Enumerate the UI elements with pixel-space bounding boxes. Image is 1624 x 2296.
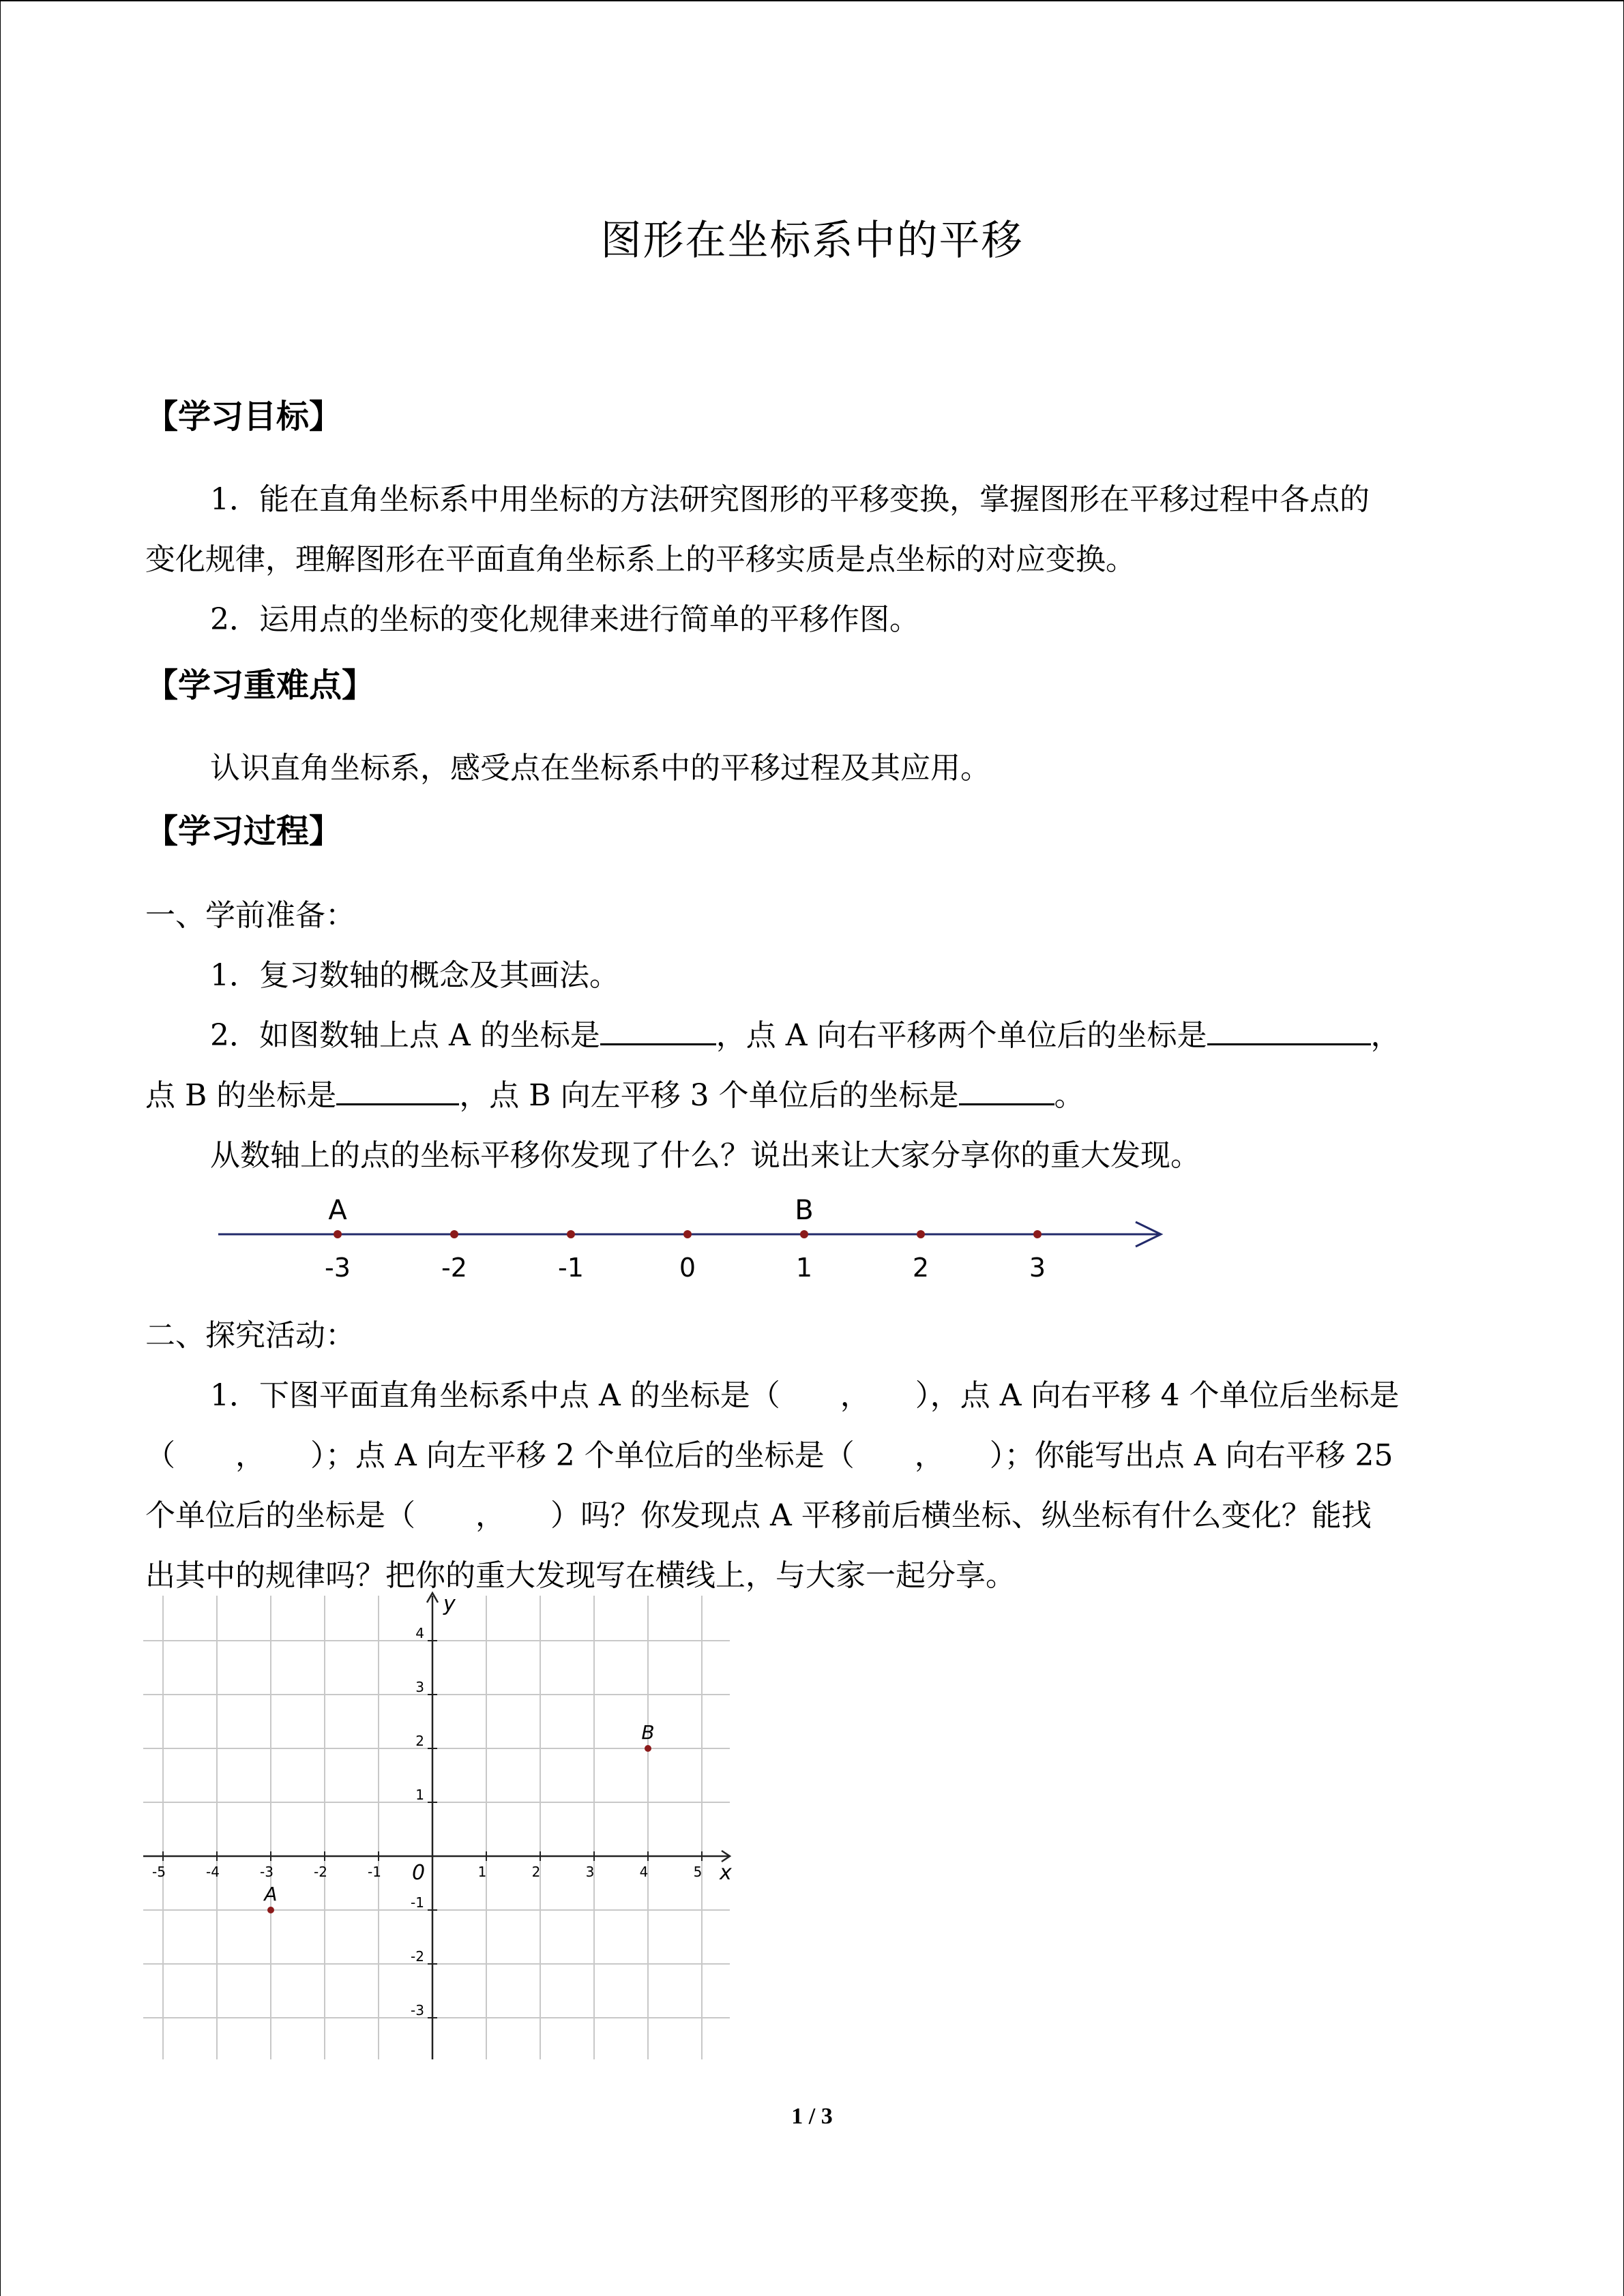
- x-tick-label: 1: [477, 1864, 487, 1880]
- point-b: [645, 1745, 651, 1752]
- number-line-point: [334, 1230, 342, 1238]
- x-tick-label: 3: [585, 1864, 595, 1880]
- prep-discover: 从数轴上的点的坐标平移你发现了什么？说出来让大家分享你的重大发现。: [210, 1138, 1200, 1173]
- number-line-tick-label: 1: [795, 1253, 813, 1283]
- number-line-tick-label: -1: [558, 1253, 584, 1283]
- goal-item-1-line-1: 1．能在直角坐标系中用坐标的方法研究图形的平移变换，掌握图形在平移过程中各点的: [210, 482, 1370, 517]
- y-tick-label: 3: [415, 1679, 424, 1695]
- number-line-label-b: B: [795, 1195, 814, 1226]
- point-a: [267, 1907, 274, 1913]
- number-line-tick-label: 2: [912, 1253, 930, 1283]
- x-tick-label: 4: [639, 1864, 649, 1880]
- y-tick-label: 1: [415, 1787, 424, 1803]
- number-line-point: [683, 1230, 692, 1238]
- x-tick-label: 5: [693, 1864, 703, 1880]
- number-line-figure: [205, 1180, 1173, 1296]
- page-number: 1 / 3: [791, 2104, 833, 2129]
- goal-item-2: 2．运用点的坐标的变化规律来进行简单的平移作图。: [210, 602, 919, 637]
- x-tick-label: -5: [152, 1864, 166, 1880]
- point-b-label: B: [641, 1721, 655, 1744]
- prep-item-2-line-2: 点 B 的坐标是 ，点 B 向左平移 3 个单位后的坐标是 。: [145, 1071, 1084, 1114]
- number-line-point: [917, 1230, 925, 1238]
- prep-heading: 一、学前准备：: [145, 898, 355, 933]
- page-title: 图形在坐标系中的平移: [600, 217, 1024, 265]
- explore-heading: 二、探究活动：: [145, 1318, 355, 1353]
- answer-blank[interactable]: [1207, 1016, 1371, 1045]
- section-heading-goals: 【学习目标】: [145, 398, 342, 436]
- number-line-tick-label: -3: [325, 1253, 351, 1283]
- answer-blank[interactable]: [336, 1076, 459, 1105]
- y-tick-label: -3: [411, 2002, 424, 2018]
- section-heading-key: 【学习重难点】: [145, 666, 375, 704]
- explore-line-2: （ ， ）；点 A 向左平移 2 个单位后的坐标是（ ， ）；你能写出点 A 向右平移 25: [145, 1438, 1393, 1473]
- point-a-label: A: [264, 1883, 278, 1905]
- explore-line-4: 出其中的规律吗？把你的重大发现写在横线上，与大家一起分享。: [145, 1558, 1016, 1593]
- number-line-point: [1033, 1230, 1042, 1238]
- y-tick-label: -1: [411, 1894, 424, 1911]
- x-tick-label: 2: [531, 1864, 541, 1880]
- x-tick-label: -4: [206, 1864, 220, 1880]
- explore-line-3: 个单位后的坐标是（ ， ）吗？你发现点 A 平移前后横坐标、纵坐标有什么变化？能找: [145, 1498, 1372, 1533]
- prep-item-2-line-1: 2．如图数轴上点 A 的坐标是 ，点 A 向右平移两个单位后的坐标是 ，: [210, 1011, 1401, 1054]
- section-heading-process: 【学习过程】: [145, 812, 342, 850]
- y-tick-label: 2: [415, 1733, 424, 1749]
- answer-blank[interactable]: [600, 1016, 716, 1045]
- x-tick-label: -2: [314, 1864, 327, 1880]
- x-tick-label: -3: [260, 1864, 274, 1880]
- explore-line-1: 1．下图平面直角坐标系中点 A 的坐标是（ ， ），点 A 向右平移 4 个单位后坐标是: [210, 1378, 1400, 1413]
- number-line-tick-label: -2: [441, 1253, 467, 1283]
- number-line-label-a: A: [328, 1195, 347, 1226]
- x-axis-label: x: [720, 1861, 732, 1885]
- number-line-tick-label: 3: [1029, 1253, 1046, 1283]
- origin-label: 0: [412, 1861, 426, 1885]
- y-axis-label: y: [443, 1592, 456, 1616]
- number-line-point: [800, 1230, 808, 1238]
- y-tick-label: 4: [415, 1625, 424, 1641]
- number-line-point: [450, 1230, 458, 1238]
- number-line-point: [567, 1230, 575, 1238]
- number-line-tick-label: 0: [679, 1253, 696, 1283]
- answer-blank[interactable]: [959, 1076, 1054, 1105]
- prep-item-1: 1．复习数轴的概念及其画法。: [210, 958, 619, 993]
- coordinate-plane-figure: [143, 1589, 743, 2066]
- x-tick-label: -1: [368, 1864, 381, 1880]
- goal-item-1-line-2: 变化规律，理解图形在平面直角坐标系上的平移实质是点坐标的对应变换。: [145, 542, 1136, 577]
- y-tick-label: -2: [411, 1948, 424, 1965]
- key-points-text: 认识直角坐标系，感受点在坐标系中的平移过程及其应用。: [210, 751, 990, 786]
